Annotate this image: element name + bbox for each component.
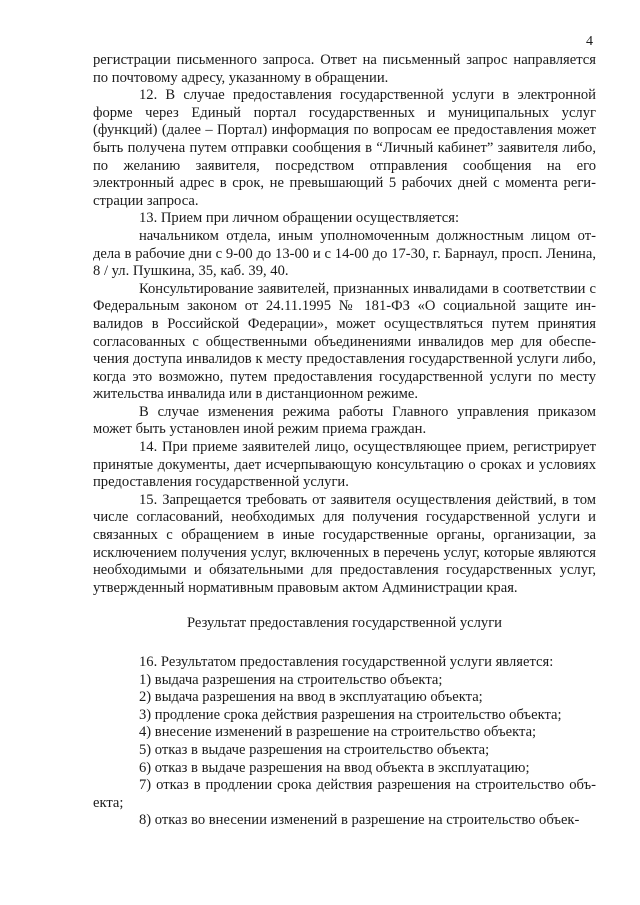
list-item: 4) внесение изменений в разрешение на строительство объекта;: [139, 724, 537, 741]
document-body: [93, 52, 596, 830]
paragraph: 16. Результатом предоставления государственной услуги является:: [139, 654, 554, 670]
page-number: 4: [586, 34, 593, 49]
list-item: 2) выдача разрешения на ввод в эксплуатацию объекта;: [139, 689, 483, 706]
paragraph: начальником отдела, иным уполномоченным должностным лицом отдела в рабочие дни с 9-00 до 13-00 и с 14-00 до 17-30, г. Барнаул, просп. Ленина, 8 / ул. Пушкина, 35, каб. 39, 40.: [93, 227, 596, 280]
paragraph: 14. При приеме заявителей лицо, осуществляющее прием, регистрирует принятые документы, дает исчерпывающую консультацию о сроках и условиях предоставления государственной услуги.: [93, 439, 596, 491]
paragraph: 13. Прием при личном обращении осуществляется:: [139, 210, 460, 227]
list-item: 5) отказ в выдаче разрешения на строительство объекта;: [139, 741, 490, 758]
paragraph: регистрации письменного запроса. Ответ на письменный запрос направляется по почтовому адресу, указанному в обращении.: [93, 52, 596, 86]
paragraph: Консультирование заявителей, признанных инвалидами в соответствии с Федеральным законом от 24.11.1995 № 181-ФЗ «О социальной защите инвалидов в Российской Федерации», может осуществляться путем принятия согласованных с общественными объединениями инвалидов мер для обеспечения доступа инвалидов к месту предоставления государственной услуги либо, когда это возможно, путем предоставления государственной услуги по месту жительства инвалида или в дистанционном режиме.: [93, 280, 596, 403]
paragraph: В случае изменения режима работы Главного управления приказом может быть установлен иной режим приема граждан.: [93, 403, 596, 438]
list-item: 1) выдача разрешения на строительство объекта;: [139, 671, 443, 688]
list-item: 6) отказ в выдаче разрешения на ввод объекта в эксплуатацию;: [139, 759, 530, 776]
paragraph: 15. Запрещается требовать от заявителя осуществления действий, в том числе согласований, необходимых для получения государственной услуги и связанных с обращением в иные государственные органы, организации, за исключением получения услуг, включенных в перечень услуг, которые являются необходимыми и обязательными для предоставления государственных услуг, утвержденный нормативным правовым актом Администрации края.: [93, 491, 596, 596]
paragraph: 12. В случае предоставления государственной услуги в электронной форме через Единый портал государственных и муниципальных услуг (функций) (далее – Портал) информация по вопросам ее предоставления может быть получена путем отправки сообщения в “Личный кабинет” заявителя либо, по желанию заявителя, посредством отправления сообщения на его электронный адрес в срок, не превышающий 5 рабочих дней с момента регистрации запроса.: [93, 87, 596, 209]
list-item: 3) продление срока действия разрешения на строительство объекта;: [139, 706, 562, 723]
list-item: 7) отказ в продлении срока действия разрешения на строительство объекта;: [93, 777, 596, 811]
section-heading: Результат предоставления государственной услуги: [187, 615, 502, 632]
list-item: 8) отказ во внесении изменений в разрешение на строительство объек-: [139, 812, 580, 829]
